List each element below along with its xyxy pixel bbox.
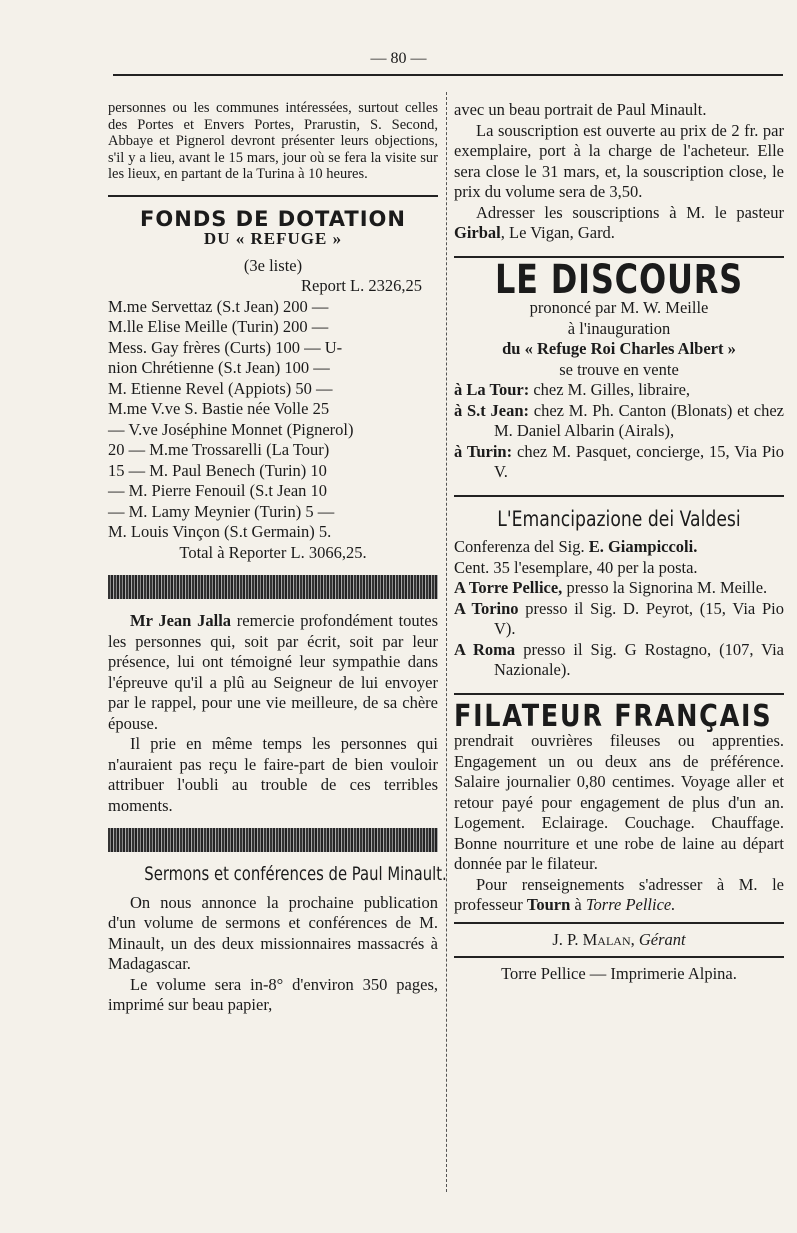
divider [454,495,784,497]
total-line: Total à Reporter L. 3066,25. [179,542,367,562]
left-column [108,100,447,1016]
emanc-torino: A Torino presso il Sig. D. Peyrot, (15, Via Pio V). [454,598,784,638]
list-item: 15 — M. Paul Benech (Turin) 10 [108,460,327,480]
list-item: Mess. Gay frères (Curts) 100 — U- [108,337,343,357]
list-item: — M. Pierre Fenouil (S.t Jean 10 [108,481,328,500]
divider [454,956,784,958]
sermons-continued: avec un beau portrait de Paul Minault. [454,100,707,119]
ornamental-band [108,828,438,852]
top-rule [113,74,783,76]
jalla-paragraph: Mr Jean Jalla remercie profondément toutes les personnes qui, soit par écrit, soit par leur présence, lui ont témoigné leur sympathie dans l'épreuve qu'il a plû au Seigneur de lui envoyer par le rappel, pour une vie meilleure, de sa chère épouse. [108,611,438,733]
liste-label: (3e liste) [243,255,303,275]
discours-turin: à Turin: chez M. Pasquet, concierge, 15, Via Pio V. [454,441,785,481]
divider [454,922,784,924]
list-item: — V.ve Joséphine Monnet (Pignerol) [108,419,354,439]
right-column [454,100,784,985]
emanc-torre: A Torre Pellice, presso la Signorina M. Meille. [454,578,768,597]
sermons-paragraph-2: Le volume sera in-8° d'environ 350 pages, imprimé sur beau papier, [108,974,438,1014]
intro-paragraph: personnes ou les communes intéressées, surtout celles des Portes et Envers Portes, Prarustin, S. Second, Abbaye et Pignerol devront présenter leurs objections, s'il y a lieu, avant le 15 mars, jour où se fera la visite sur les lieux, en partant de la Turina à 10 heures. [108,100,438,182]
discours-line: prononcé par M. W. Meille [529,298,709,317]
list-item: M.me Servettaz (S.t Jean) 200 — [108,296,329,316]
discours-jean: à S.t Jean: chez M. Ph. Canton (Blonats) et chez M. Daniel Albarin (Airals), [454,400,784,440]
discours-line: se trouve en vente [559,359,679,379]
sermons-title: Sermons et conférences de Paul Minault. [144,863,447,885]
list-item: M. Louis Vinçon (S.t Germain) 5. [108,522,332,541]
list-item: — M. Lamy Meynier (Turin) 5 — [108,501,335,521]
ornamental-band [108,575,438,599]
fonds-title: FONDS DE DOTATION [140,206,406,231]
filateur-title: FILATEUR FRANÇAIS [454,698,773,734]
divider [454,693,784,695]
emanc-roma: A Roma presso il Sig. G Rostagno, (107, Via Nazionale). [454,639,784,679]
souscription-paragraph: La souscription est ouverte au prix de 2 fr. par exemplaire, port à la charge de l'acheteur. Elle sera close le 31 mars, et, la souscription close, le prix du volume sera de 3,50. [454,120,784,201]
emanc-line: Cent. 35 l'esemplare, 40 per la posta. [454,557,698,577]
divider [108,195,438,197]
report-line: Report L. 2326,25 [301,276,422,295]
renseignements-paragraph: Pour renseignements s'adresser à M. le professeur Tourn à Torre Pellice. [454,874,784,914]
discours-line: à l'inauguration [567,318,671,338]
list-item: 20 — M.me Trossarelli (La Tour) [108,440,330,459]
filateur-paragraph: prendrait ouvrières fileuses ou apprenties. Engagement un ou deux ans de préférence. Salaire journalier 0,80 centimes. Voyage aller et retour payé pour engagement de plus d'un an. Logement. Eclairage. Couchage. Chauffage. Bonne nourriture et une robe de laine au départ donnée par le filateur. [454,731,784,873]
discours-line: du « Refuge Roi Charles Albert » [502,339,736,358]
imprimerie-line: Torre Pellice — Imprimerie Alpina. [501,964,737,983]
list-item: M.me V.ve S. Bastie née Volle 25 [108,399,330,418]
sermons-paragraph: On nous annonce la prochaine publication d'un volume de sermons et conférences de M. Minault, un des deux missionnaires massacrés à Madagascar. [108,892,438,973]
jalla-name: Mr Jean Jalla [130,611,232,630]
emancipazione-title: L'Emancipazione dei Valdesi [497,506,741,531]
page-number: — 80 — [370,50,427,67]
column-divider [446,92,447,1192]
list-item: nion Chrétienne (S.t Jean) 100 — [108,358,330,377]
emanc-line: Conferenza del Sig. E. Giampiccoli. [454,537,698,556]
discours-tour: à La Tour: chez M. Gilles, libraire, [454,380,691,399]
donor-list [108,297,438,543]
list-item: M.lle Elise Meille (Turin) 200 — [108,317,329,336]
gerant-line: J. P. Malan, Gérant [552,929,686,949]
list-item: M. Etienne Revel (Appiots) 50 — [108,378,333,398]
discours-title: LE DISCOURS [494,256,744,303]
jalla-paragraph-2: Il prie en même temps les personnes qui n'auraient pas reçu le faire-part de bien vouloir attribuer l'oubli au trouble de ces terribles moments. [108,734,438,815]
adresser-paragraph: Adresser les souscriptions à M. le pasteur Girbal, Le Vigan, Gard. [454,202,784,242]
fonds-subtitle: DU « REFUGE » [203,229,343,248]
